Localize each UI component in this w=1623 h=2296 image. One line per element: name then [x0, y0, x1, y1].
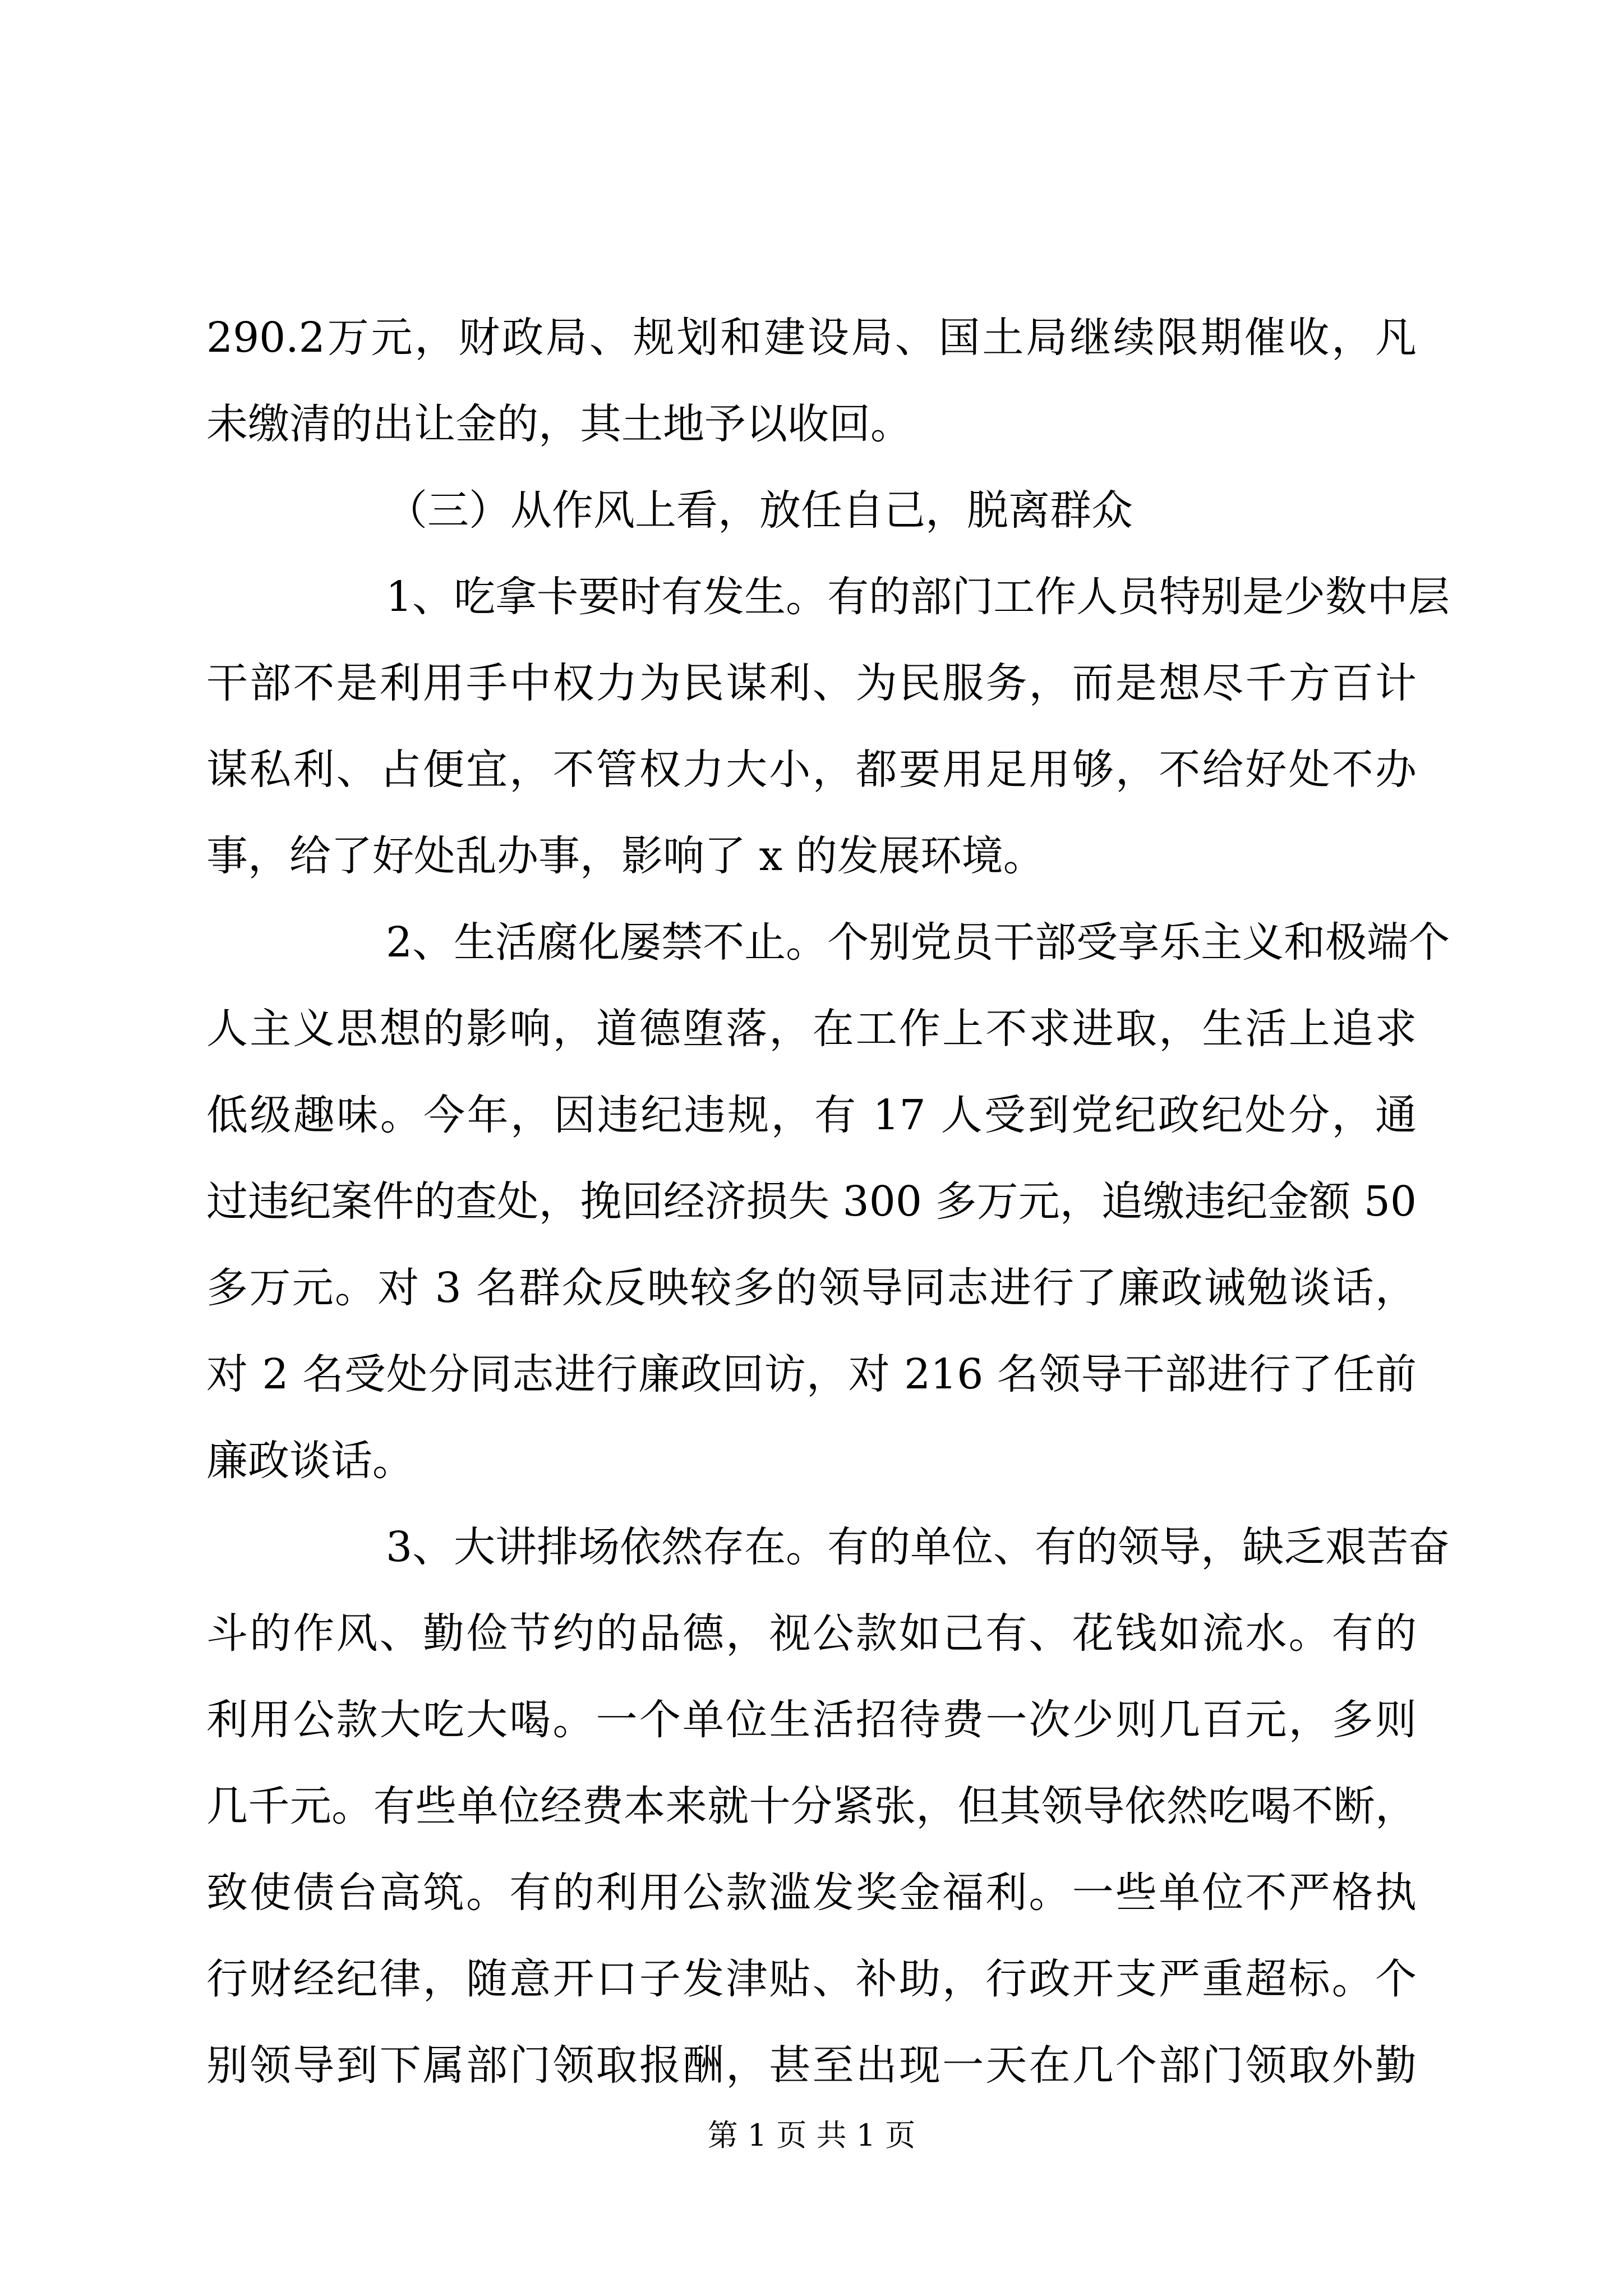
text-line: 几千元。有些单位经费本来就十分紧张，但其领导依然吃喝不断，	[206, 1782, 1417, 1830]
text-line: 谋私利、占便宜，不管权力大小，都要用足用够，不给好处不办	[206, 746, 1417, 794]
text-line: 2、生活腐化屡禁不止。个别党员干部受享乐主义和极端个	[386, 918, 1450, 967]
text-line: 廉政谈话。	[206, 1437, 414, 1485]
text-line: 多万元。对 3 名群众反映较多的领导同志进行了廉政诫勉谈话，	[206, 1264, 1417, 1312]
text-line: 低级趣味。今年，因违纪违规，有 17 人受到党纪政纪处分，通	[206, 1091, 1417, 1139]
text-line: 斗的作风、勤俭节约的品德，视公款如己有、花钱如流水。有的	[206, 1609, 1417, 1658]
page-number-footer: 第 1 页 共 1 页	[707, 2118, 916, 2153]
text-line: 干部不是利用手中权力为民谋利、为民服务，而是想尽千方百计	[206, 659, 1417, 707]
text-line: 对 2 名受处分同志进行廉政回访，对 216 名领导干部进行了任前	[206, 1350, 1417, 1398]
text-line: 过违纪案件的查处，挽回经济损失 300 多万元，追缴违纪金额 50	[206, 1177, 1417, 1226]
text-line: 290.2万元，财政局、规划和建设局、国土局继续限期催收，凡	[206, 314, 1417, 362]
document-body	[206, 295, 1450, 2109]
text-line: 行财经纪律，随意开口子发津贴、补助，行政开支严重超标。个	[206, 1955, 1417, 2003]
text-line: 未缴清的出让金的，其土地予以收回。	[206, 400, 912, 448]
text-line: 别领导到下属部门领取报酬，甚至出现一天在几个部门领取外勤	[206, 2041, 1417, 2090]
text-line: 1、吃拿卡要时有发生。有的部门工作人员特别是少数中层	[386, 573, 1450, 621]
text-line: 利用公款大吃大喝。一个单位生活招待费一次少则几百元，多则	[206, 1696, 1417, 1744]
text-line: 3、大讲排场依然存在。有的单位、有的领导，缺乏艰苦奋	[386, 1523, 1450, 1571]
text-line: 人主义思想的影响，道德堕落，在工作上不求进取，生活上追求	[206, 1005, 1417, 1053]
text-line: 致使债台高筑。有的利用公款滥发奖金福利。一些单位不严格执	[206, 1869, 1417, 1917]
text-line: （三）从作风上看，放任自己，脱离群众	[386, 486, 1133, 535]
text-line: 事，给了好处乱办事，影响了 x 的发展环境。	[206, 832, 1045, 880]
